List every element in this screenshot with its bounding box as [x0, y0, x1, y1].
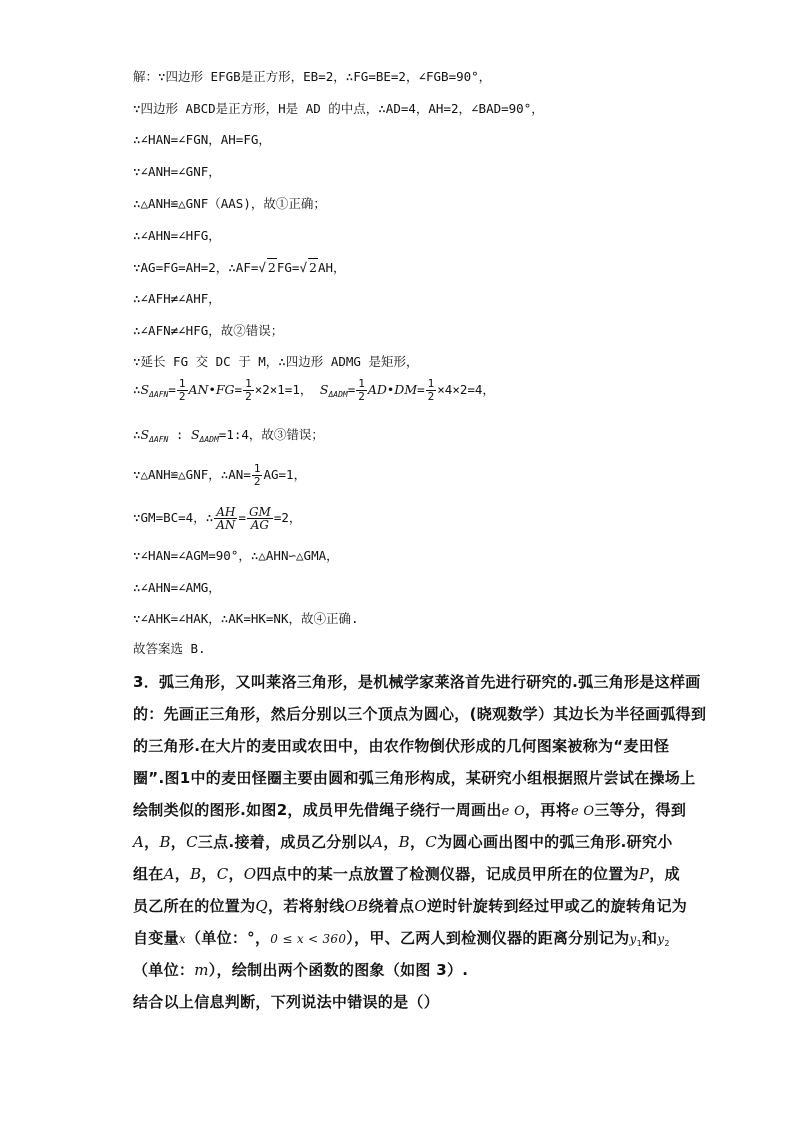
point-label: C [186, 833, 198, 851]
point-label: B [159, 833, 171, 851]
product-expression: AD•DM [367, 382, 418, 397]
comma: ， [228, 865, 244, 883]
solution-line-14 [133, 506, 301, 531]
question-line-10 [133, 961, 468, 979]
area-subscript: ΔAFN [149, 435, 169, 444]
sqrt-radicand: 2 [308, 260, 317, 275]
question-text: 组在 [133, 865, 164, 883]
question-text: 为圆心画出图中的弧三角形.研究小 [437, 833, 673, 851]
point-label: O [243, 865, 257, 883]
solution-line-7-text-a: ∵AG=FG=AH=2，∴AF= [133, 260, 259, 275]
solution-line-3: ∴∠HAN=∠FGN，AH=FG， [133, 132, 271, 147]
circle-o-symbol: e O [570, 804, 595, 819]
equals-sign: = [238, 510, 246, 525]
solution-line-9: ∴∠AFN≠∠HFG，故②错误； [133, 323, 284, 338]
equals-sign: = [168, 382, 176, 397]
solution-line-7 [133, 258, 346, 277]
solution-line-2: ∵四边形 ABCD是正方形，H是 AD 的中点，∴AD=4，AH=2，∠BAD=90°， [133, 101, 544, 116]
fraction-denominator: 2 [427, 390, 435, 403]
area-subscript: ΔADM [328, 390, 348, 399]
point-label: A [163, 865, 175, 883]
question-text: 逆时针旋转到经过甲或乙的旋转角记为 [426, 897, 688, 915]
fraction-denominator: 2 [245, 390, 252, 403]
ratio-result: =1:4，故③错误； [218, 427, 324, 442]
area-symbol: S [140, 382, 150, 397]
fraction-denominator: AN [216, 518, 236, 532]
question-text: ，再将 [525, 801, 571, 819]
question-text: 绘制类似的图形.如图2，成员甲先借绳子绕行一周画出 [133, 801, 502, 819]
area-symbol: S [190, 427, 200, 442]
solution-line-12-ratio [133, 426, 324, 449]
solution-line-4: ∵∠ANH=∠GNF， [133, 164, 221, 179]
unit-m: m [194, 961, 209, 979]
question-line-11: 结合以上信息判断，下列说法中错误的是（） [133, 993, 440, 1011]
solution-line-6: ∴∠AHN=∠HFG， [133, 228, 221, 243]
question-text: 三点.接着，成员乙分别以 [197, 833, 373, 851]
equals-sign: = [234, 382, 243, 397]
area-subscript: ΔADM [199, 435, 219, 444]
comma: ， [409, 833, 426, 851]
subscript: 2 [664, 939, 670, 948]
fraction-ah-an [214, 506, 237, 531]
fraction-numerator: 1 [358, 377, 365, 390]
fraction-numerator: AH [214, 506, 237, 519]
question-text: 绕着点 [368, 897, 415, 915]
point-label: B [190, 865, 202, 883]
fraction-denominator: 2 [253, 475, 261, 488]
fraction-denominator: 2 [178, 390, 186, 403]
question-text: 和 [641, 929, 658, 947]
question-text: （单位：°， [185, 929, 271, 947]
question-line-3: 的三角形.在大片的麦田或农田中，由农作物倒伏形成的几何图案被称为“麦田怪 [133, 737, 670, 755]
question-text: 员乙所在的位置为 [133, 897, 256, 915]
fraction-one-half [243, 378, 254, 403]
question-line-5 [133, 801, 686, 821]
fraction-denominator: 2 [358, 390, 365, 403]
comma: ， [201, 865, 217, 883]
sqrt-symbol: √ [258, 260, 266, 275]
product-expression: AN•FG [188, 382, 235, 397]
fraction-numerator: 1 [245, 377, 252, 390]
fraction-one-half [252, 463, 263, 488]
area-subscript: ΔAFN [149, 390, 169, 399]
domain-inequality: 0 ≤ x < 360 [270, 932, 347, 946]
question-line-7 [133, 865, 680, 883]
equals-sign: = [347, 382, 356, 397]
question-text: 自变量 [133, 929, 179, 947]
point-label: B [398, 833, 410, 851]
solution-line-8: ∴∠AFH≠∠AHF， [133, 291, 221, 306]
point-label: O [414, 897, 427, 915]
point-label: A [372, 833, 384, 851]
question-line-9 [133, 929, 670, 953]
point-label: C [425, 833, 438, 851]
solution-line-17: ∵∠AHK=∠HAK，∴AK=HK=NK，故④正确. [133, 611, 359, 626]
point-label: Q [255, 897, 269, 915]
variable-y: y [629, 932, 637, 946]
area-symbol: S [319, 382, 329, 397]
fraction-one-half [177, 378, 188, 403]
question-line-6 [133, 833, 673, 851]
point-label: A [133, 833, 145, 851]
ray-label: OB [344, 897, 369, 915]
solution-line-16: ∴∠AHN=∠AMG， [133, 580, 221, 595]
point-label: P [638, 865, 650, 883]
question-text: （单位： [133, 961, 195, 979]
sqrt-symbol: √ [299, 260, 307, 275]
fraction-denominator: AG [250, 518, 269, 532]
comma: ， [174, 865, 191, 883]
question-text: 三等分，得到 [594, 801, 687, 819]
therefore-symbol: ∴ [133, 382, 141, 397]
fraction-one-half [356, 378, 367, 403]
answer-line: 故答案选 B. [133, 641, 206, 656]
solution-line-7-text-c: AH， [317, 260, 346, 275]
solution-line-7-text-b: FG= [276, 260, 300, 275]
variable-x: x [178, 932, 186, 946]
sqrt-radicand: 2 [267, 260, 276, 275]
comma: ， [170, 833, 187, 851]
comma: ， [144, 833, 160, 851]
solution-line-11-area-formula [133, 378, 495, 404]
question-line-2: 的：先画正三角形，然后分别以三个顶点为圆心，(晓观数学）其边长为半径画弧得到 [133, 705, 707, 723]
question-text: ），甲、乙两人到检测仪器的距离分别记为 [346, 929, 630, 947]
therefore-symbol: ∴ [133, 427, 141, 442]
question-line-4: 圈”.图1中的麦田怪圈主要由圆和弧三角形构成，某研究小组根据照片尝试在操场上 [133, 769, 696, 787]
fraction-numerator: 1 [427, 377, 435, 390]
comma: ， [383, 833, 399, 851]
solution-line-13 [133, 463, 306, 488]
solution-line-13-text-b: AG=1， [263, 467, 307, 482]
solution-line-14-text-a: ∵GM=BC=4，∴ [133, 510, 214, 525]
question-line-8 [133, 897, 687, 915]
fraction-numerator: 1 [253, 462, 261, 475]
question-text: ），绘制出两个函数的图象（如图 3）. [208, 961, 469, 979]
variable-y: y [657, 932, 665, 946]
fraction-numerator: GM [248, 505, 271, 519]
product-result: ×4×2=4， [437, 382, 495, 397]
solution-line-10: ∵延长 FG 交 DC 于 M，∴四边形 ADMG 是矩形， [133, 354, 419, 369]
question-text: ，成 [649, 865, 680, 883]
solution-line-14-text-b: =2， [273, 510, 302, 525]
subscript: 1 [636, 939, 642, 948]
solution-line-5: ∴△ANH≌△GNF（AAS)，故①正确； [133, 196, 326, 211]
question-text: ，若将射线 [268, 897, 345, 915]
solution-line-1: 解：∵四边形 EFGB是正方形，EB=2，∴FG=BE=2，∠FGB=90°， [133, 69, 492, 84]
point-label: C [216, 865, 229, 883]
fraction-one-half [426, 378, 437, 403]
circle-o-symbol: e O [501, 804, 526, 819]
question-line-1: 3．弧三角形，又叫莱洛三角形，是机械学家莱洛首先进行研究的.弧三角形是这样画 [133, 673, 701, 691]
fraction-numerator: 1 [178, 377, 186, 390]
equals-sign: = [417, 382, 425, 397]
solution-line-13-text-a: ∵△ANH≌△GNF，∴AN= [133, 467, 251, 482]
fraction-gm-ag [247, 506, 273, 531]
question-text: 四点中的某一点放置了检测仪器，记成员甲所在的位置为 [256, 865, 639, 883]
product-result: ×2×1=1， [254, 382, 313, 397]
solution-line-15: ∵∠HAN=∠AGM=90°，∴△AHN∽△GMA， [133, 548, 339, 563]
ratio-colon: : [168, 427, 191, 442]
area-symbol: S [140, 427, 150, 442]
